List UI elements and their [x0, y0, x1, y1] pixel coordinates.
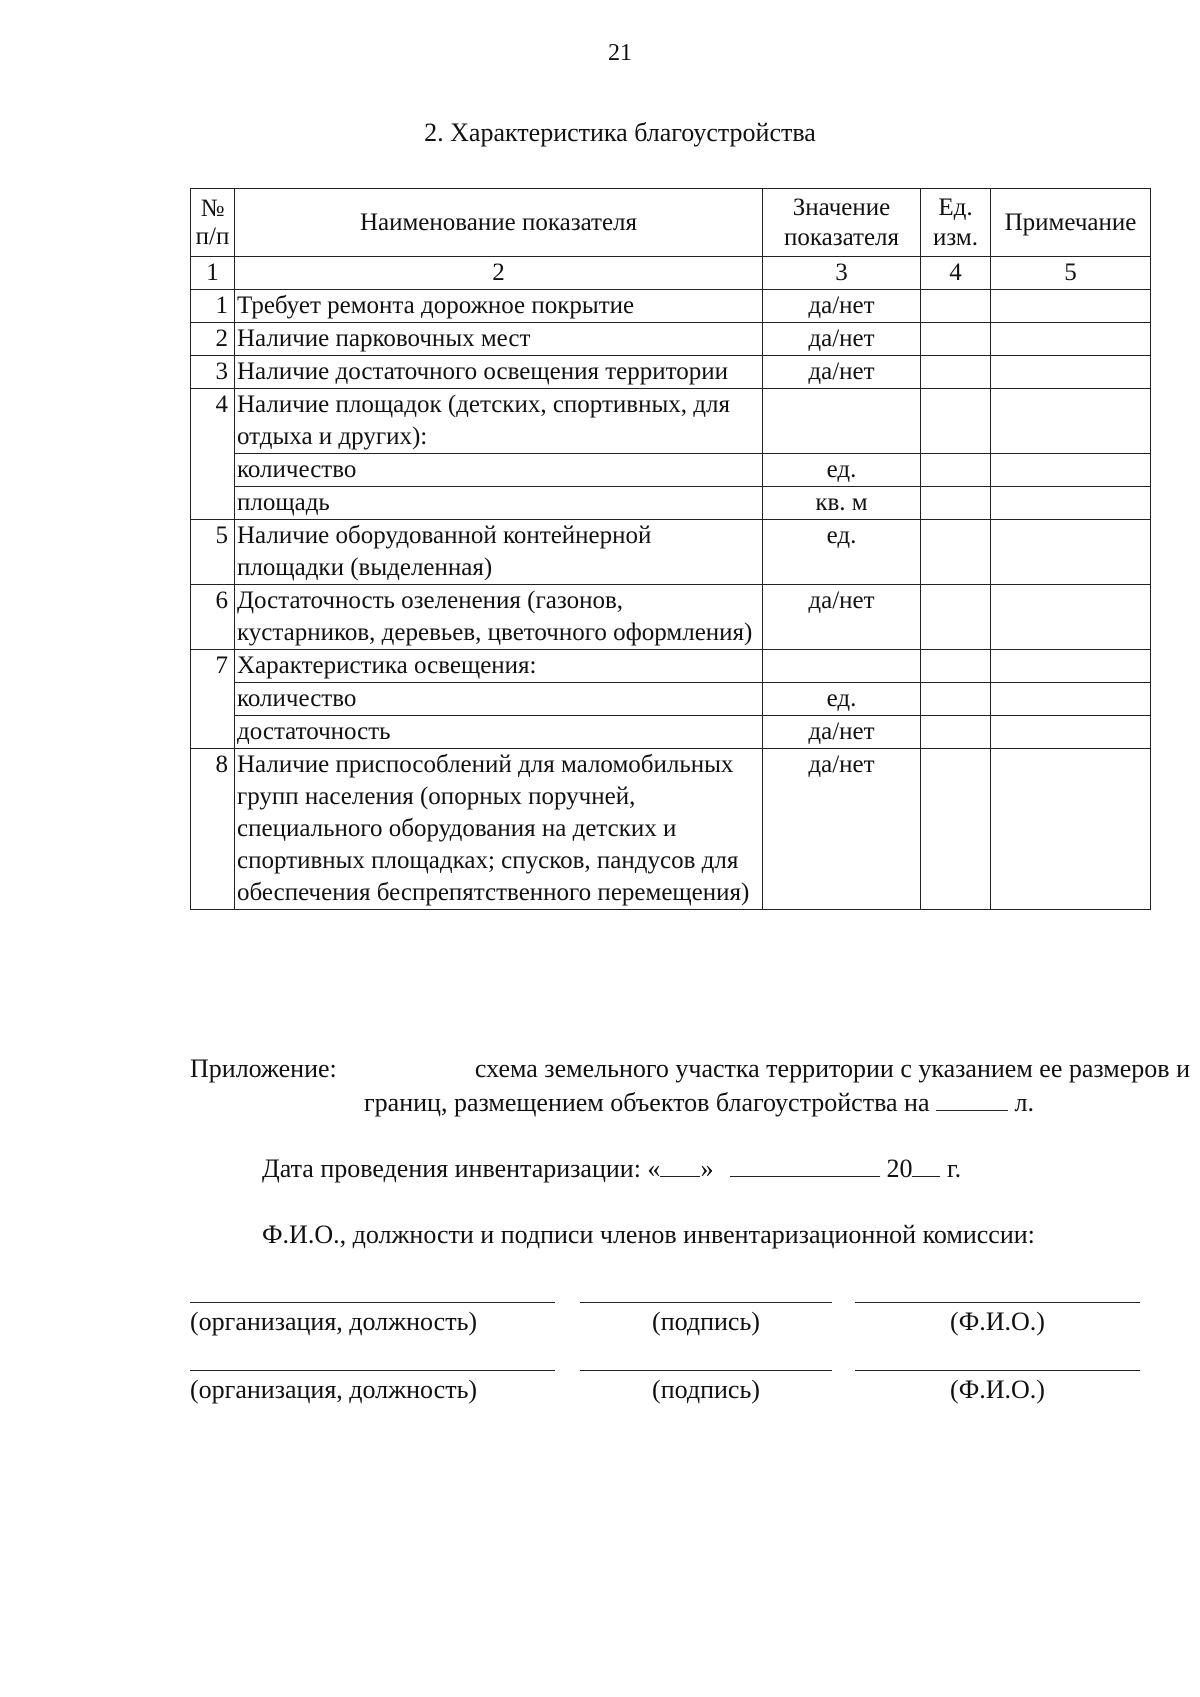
org-position-label: (организация, должность)	[190, 1375, 478, 1404]
row-note	[991, 749, 1151, 910]
appendix-label: Приложение:	[190, 1054, 337, 1083]
subrow-name: количество	[235, 454, 763, 487]
signature-label: (подпись)	[652, 1375, 760, 1404]
date-close-quote: »	[700, 1154, 714, 1183]
row-value: ед.	[763, 520, 921, 585]
row-note	[991, 520, 1151, 585]
signature-line	[855, 1302, 1140, 1303]
row-note	[991, 650, 1151, 683]
row-name: Характеристика освещения:	[235, 650, 763, 683]
appendix-text-1: схема земельного участка территории с указанием ее размеров и	[474, 1054, 1190, 1083]
row-number: 8	[191, 749, 235, 910]
appendix-sheets-suffix: л.	[1014, 1088, 1034, 1117]
index-cell: 3	[763, 257, 921, 290]
section-title: 2. Характеристика благоустройства	[424, 118, 816, 147]
table-row	[191, 520, 1151, 585]
signature-line	[580, 1302, 832, 1303]
row-unit	[921, 290, 991, 323]
day-blank[interactable]	[660, 1152, 700, 1177]
index-cell: 2	[235, 257, 763, 290]
row-number: 3	[191, 356, 235, 389]
org-position-label: (организация, должность)	[190, 1307, 478, 1336]
row-number: 7	[191, 650, 235, 749]
row-number: 1	[191, 290, 235, 323]
row-note	[991, 487, 1151, 520]
row-unit	[921, 389, 991, 454]
fio-field[interactable]	[855, 1370, 1140, 1405]
row-unit	[921, 356, 991, 389]
index-cell: 1	[191, 257, 235, 290]
row-unit	[921, 520, 991, 585]
row-note	[991, 323, 1151, 356]
row-name: Достаточность озеленения (газонов, кустарников, деревьев, цветочного оформления)	[235, 585, 763, 650]
row-name: Наличие достаточного освещения территории	[235, 356, 763, 389]
signature-line	[190, 1302, 555, 1303]
row-unit	[921, 454, 991, 487]
subrow-value: да/нет	[763, 716, 921, 749]
row-note	[991, 290, 1151, 323]
row-note	[991, 683, 1151, 716]
subrow-name: достаточность	[235, 716, 763, 749]
row-name: Наличие приспособлений для маломобильных групп населения (опорных поручней, специального оборудования на детских и спортивных площадках; спусков, пандусов для обеспечения беспрепятственного перемещения)	[235, 749, 763, 910]
table-subrow	[191, 716, 1151, 749]
row-value: да/нет	[763, 356, 921, 389]
row-note	[991, 356, 1151, 389]
table-index-row	[191, 257, 1151, 290]
appendix-note	[190, 1052, 1190, 1120]
index-cell: 4	[921, 257, 991, 290]
signature-line	[580, 1370, 832, 1371]
appendix-line-1	[190, 1052, 1190, 1086]
table-subrow	[191, 683, 1151, 716]
header-unit: Ед. изм.	[921, 189, 991, 257]
subrow-name: площадь	[235, 487, 763, 520]
signature-line	[855, 1370, 1140, 1371]
org-position-field[interactable]	[190, 1302, 555, 1337]
signature-field[interactable]	[580, 1370, 832, 1405]
row-number: 6	[191, 585, 235, 650]
date-label: Дата проведения инвентаризации: «	[262, 1154, 661, 1183]
year-blank[interactable]	[912, 1152, 940, 1177]
row-unit	[921, 585, 991, 650]
fio-label: (Ф.И.О.)	[950, 1375, 1045, 1404]
table-row	[191, 290, 1151, 323]
row-note	[991, 389, 1151, 454]
row-name: Наличие оборудованной контейнерной площадки (выделенная)	[235, 520, 763, 585]
row-value	[763, 389, 921, 454]
row-unit	[921, 749, 991, 910]
fio-field[interactable]	[855, 1302, 1140, 1337]
signature-label: (подпись)	[652, 1307, 760, 1336]
index-cell: 5	[991, 257, 1151, 290]
row-number: 4	[191, 389, 235, 520]
appendix-line-2	[190, 1086, 1190, 1120]
row-unit	[921, 323, 991, 356]
subrow-value: ед.	[763, 454, 921, 487]
table-subrow	[191, 454, 1151, 487]
year-suffix: г.	[946, 1154, 962, 1183]
row-unit	[921, 716, 991, 749]
fio-label: (Ф.И.О.)	[950, 1307, 1045, 1336]
header-note: Примечание	[991, 189, 1151, 257]
table-header-row	[191, 189, 1151, 257]
table-row	[191, 749, 1151, 910]
commission-title: Ф.И.О., должности и подписи членов инвентаризационной комиссии:	[262, 1220, 1035, 1249]
row-note	[991, 585, 1151, 650]
signature-field[interactable]	[580, 1302, 832, 1337]
row-note	[991, 716, 1151, 749]
row-name: Наличие парковочных мест	[235, 323, 763, 356]
inventory-date-line	[262, 1152, 961, 1184]
table-row	[191, 585, 1151, 650]
subrow-value: ед.	[763, 683, 921, 716]
characteristics-table	[190, 188, 1151, 910]
org-position-field[interactable]	[190, 1370, 555, 1405]
row-unit	[921, 487, 991, 520]
table-row	[191, 650, 1151, 683]
row-name: Требует ремонта дорожное покрытие	[235, 290, 763, 323]
table-row	[191, 356, 1151, 389]
header-value: Значение показателя	[763, 189, 921, 257]
row-value: да/нет	[763, 585, 921, 650]
row-note	[991, 454, 1151, 487]
row-name: Наличие площадок (детских, спортивных, для отдыха и других):	[235, 389, 763, 454]
row-value: да/нет	[763, 290, 921, 323]
table-subrow	[191, 487, 1151, 520]
year-prefix: 20	[886, 1154, 913, 1183]
table-row	[191, 323, 1151, 356]
sheets-count-blank[interactable]	[936, 1086, 1008, 1111]
appendix-text-2: границ, размещением объектов благоустройства на	[364, 1088, 930, 1117]
subrow-value: кв. м	[763, 487, 921, 520]
row-unit	[921, 650, 991, 683]
row-value: да/нет	[763, 749, 921, 910]
row-number: 2	[191, 323, 235, 356]
header-name: Наименование показателя	[235, 189, 763, 257]
page-number: 21	[608, 40, 632, 66]
table-row	[191, 389, 1151, 454]
header-num: № п/п	[191, 189, 235, 257]
row-unit	[921, 683, 991, 716]
row-value	[763, 650, 921, 683]
row-value: да/нет	[763, 323, 921, 356]
row-number: 5	[191, 520, 235, 585]
signature-row	[190, 1302, 1190, 1362]
subrow-name: количество	[235, 683, 763, 716]
month-blank[interactable]	[730, 1152, 880, 1177]
signature-line	[190, 1370, 555, 1371]
signature-row	[190, 1370, 1190, 1430]
